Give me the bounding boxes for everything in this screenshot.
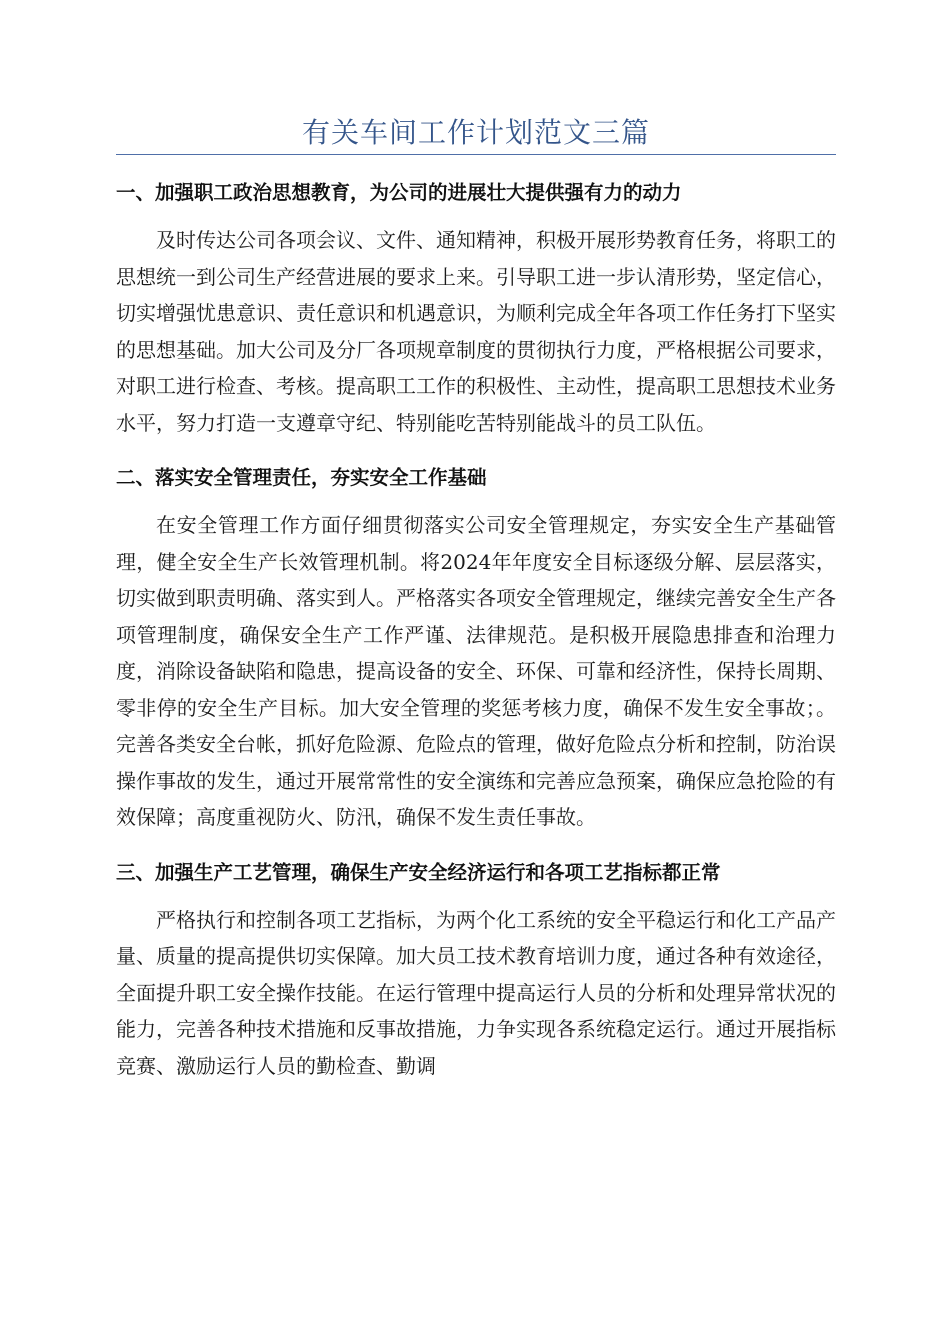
document-title: 有关车间工作计划范文三篇 [301, 116, 650, 149]
section-body-2: 在安全管理工作方面仔细贯彻落实公司安全管理规定，夯实安全生产基础管理，健全安全生产长效管理机制。将2024年年度安全目标逐级分解、层层落实，切实做到职责明确、落实到人。严格落实各项安全管理规定，继续完善安全生产各项管理制度，确保安全生产工作严谨、法律规范。是积极开展隐患排查和治理力度，消除设备缺陷和隐患，提高设备的安全、环保、可靠和经济性，保持长周期、零非停的安全生产目标。加大安全管理的奖惩考核力度，确保不发生安全事故；。完善各类安全台帐，抓好危险源、危险点的管理，做好危险点分析和控制，防治误操作事故的发生，通过开展常常性的安全演练和完善应急预案，确保应急抢险的有效保障；高度重视防火、防汛，确保不发生责任事故。 [116, 513, 836, 829]
section-body-3: 严格执行和控制各项工艺指标，为两个化工系统的安全平稳运行和化工产品产量、质量的提高提供切实保障。加大员工技术教育培训力度，通过各种有效途径，全面提升职工安全操作技能。在运行管理中提高运行人员的分析和处理异常状况的能力，完善各种技术措施和反事故措施，力争实现各系统稳定运行。通过开展指标竞赛、激励运行人员的勤检查、勤调 [116, 907, 836, 1078]
title-underline [116, 154, 836, 155]
section-heading-1: 一、加强职工政治思想教育，为公司的进展壮大提供强有力的动力 [116, 181, 682, 204]
section-heading-2: 二、落实安全管理责任，夯实安全工作基础 [116, 466, 487, 489]
document-page [116, 0, 836, 1084]
section-body-1: 及时传达公司各项会议、文件、通知精神，积极开展形势教育任务，将职工的思想统一到公司生产经营进展的要求上来。引导职工进一步认清形势，坚定信心，切实增强忧患意识、责任意识和机遇意识，为顺利完成全年各项工作任务打下坚实的思想基础。加大公司及分厂各项规章制度的贯彻执行力度，严格根据公司要求，对职工进行检查、考核。提高职工工作的积极性、主动性，提高职工思想技术业务水平，努力打造一支遵章守纪、特别能吃苦特别能战斗的员工队伍。 [116, 228, 836, 435]
section-heading-3: 三、加强生产工艺管理，确保生产安全经济运行和各项工艺指标都正常 [116, 860, 721, 884]
